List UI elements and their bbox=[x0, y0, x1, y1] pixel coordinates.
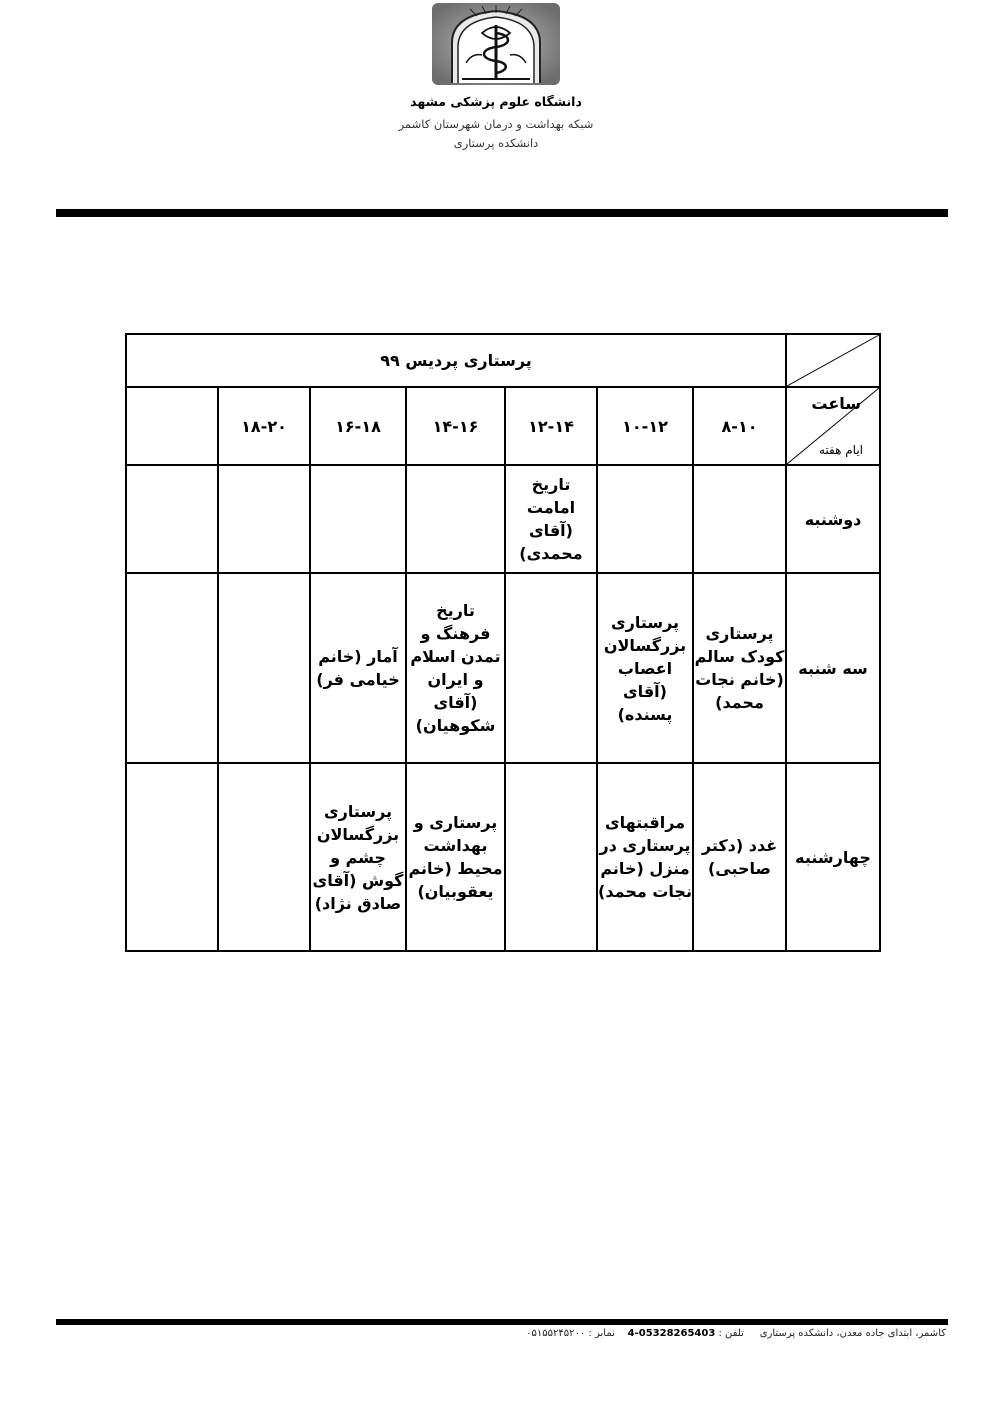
schedule-cell bbox=[597, 465, 693, 573]
footer-phone-label: تلفن : bbox=[718, 1328, 744, 1339]
footer-divider bbox=[56, 1319, 948, 1325]
health-network-name: شبکه بهداشت و درمان شهرستان کاشمر bbox=[398, 117, 594, 131]
corner-hour-label: ساعت bbox=[811, 394, 862, 413]
schedule-cell: تاریخ امامت (آقای محمدی) bbox=[505, 465, 597, 573]
time-slot-cell: ۱۴-۱۶ bbox=[406, 387, 505, 465]
corner-days-label: ایام هفته bbox=[818, 443, 864, 457]
corner-header-cell bbox=[786, 387, 880, 465]
schedule-cell: پرستاری بزرگسالان چشم و گوش (آقای صادق نژاد) bbox=[310, 763, 406, 951]
faculty-name: دانشکده پرستاری bbox=[453, 136, 539, 150]
footer-fax: ۰۵۱۵۵۲۴۵۲۰۰ bbox=[526, 1328, 586, 1339]
schedule-cell bbox=[126, 465, 218, 573]
schedule-cell bbox=[505, 763, 597, 951]
time-slot-cell: ۱۶-۱۸ bbox=[310, 387, 406, 465]
schedule-cell: تاریخ فرهنگ و تمدن اسلام و ایران (آقای شکوهیان) bbox=[406, 573, 505, 763]
time-slot-cell: ۱۲-۱۴ bbox=[505, 387, 597, 465]
time-slot-cell: ۸-۱۰ bbox=[693, 387, 786, 465]
schedule-cell bbox=[693, 465, 786, 573]
schedule-cell: آمار (خانم خیامی فر) bbox=[310, 573, 406, 763]
schedule-table bbox=[125, 333, 881, 952]
time-slot-cell: ۱۰-۱۲ bbox=[597, 387, 693, 465]
schedule-cell bbox=[310, 465, 406, 573]
schedule-cell: پرستاری کودک سالم (خانم نجات محمد) bbox=[693, 573, 786, 763]
schedule-cell bbox=[218, 573, 310, 763]
footer-phone: 05328265403-4 bbox=[627, 1328, 716, 1339]
footer-address: کاشمر، ابتدای جاده معدن، دانشکده پرستاری bbox=[759, 1328, 946, 1339]
schedule-title: پرستاری پردیس ۹۹ bbox=[126, 334, 786, 387]
header-divider bbox=[56, 209, 948, 217]
footer-fax-label: نمابر : bbox=[588, 1328, 615, 1339]
corner-blank-cell bbox=[786, 334, 880, 387]
schedule-cell bbox=[406, 465, 505, 573]
schedule-cell bbox=[126, 763, 218, 951]
time-slot-cell bbox=[126, 387, 218, 465]
footer-contact bbox=[0, 1328, 946, 1339]
schedule-cell: پرستاری و بهداشت محیط (خانم یعقوبیان) bbox=[406, 763, 505, 951]
schedule-cell: مراقبتهای پرستاری در منزل (خانم نجات محمد) bbox=[597, 763, 693, 951]
university-logo bbox=[432, 3, 560, 85]
schedule-cell bbox=[218, 465, 310, 573]
university-name: دانشگاه علوم پزشکی مشهد bbox=[410, 94, 582, 109]
schedule-cell bbox=[126, 573, 218, 763]
schedule-cell bbox=[218, 763, 310, 951]
day-label-tuesday: سه شنبه bbox=[786, 573, 880, 763]
schedule-cell bbox=[505, 573, 597, 763]
time-slot-cell: ۱۸-۲۰ bbox=[218, 387, 310, 465]
day-label-monday: دوشنبه bbox=[786, 465, 880, 573]
schedule-cell: پرستاری بزرگسالان اعصاب (آقای پسنده) bbox=[597, 573, 693, 763]
day-label-wednesday: چهارشنبه bbox=[786, 763, 880, 951]
schedule-cell: غدد (دکتر صاحبی) bbox=[693, 763, 786, 951]
